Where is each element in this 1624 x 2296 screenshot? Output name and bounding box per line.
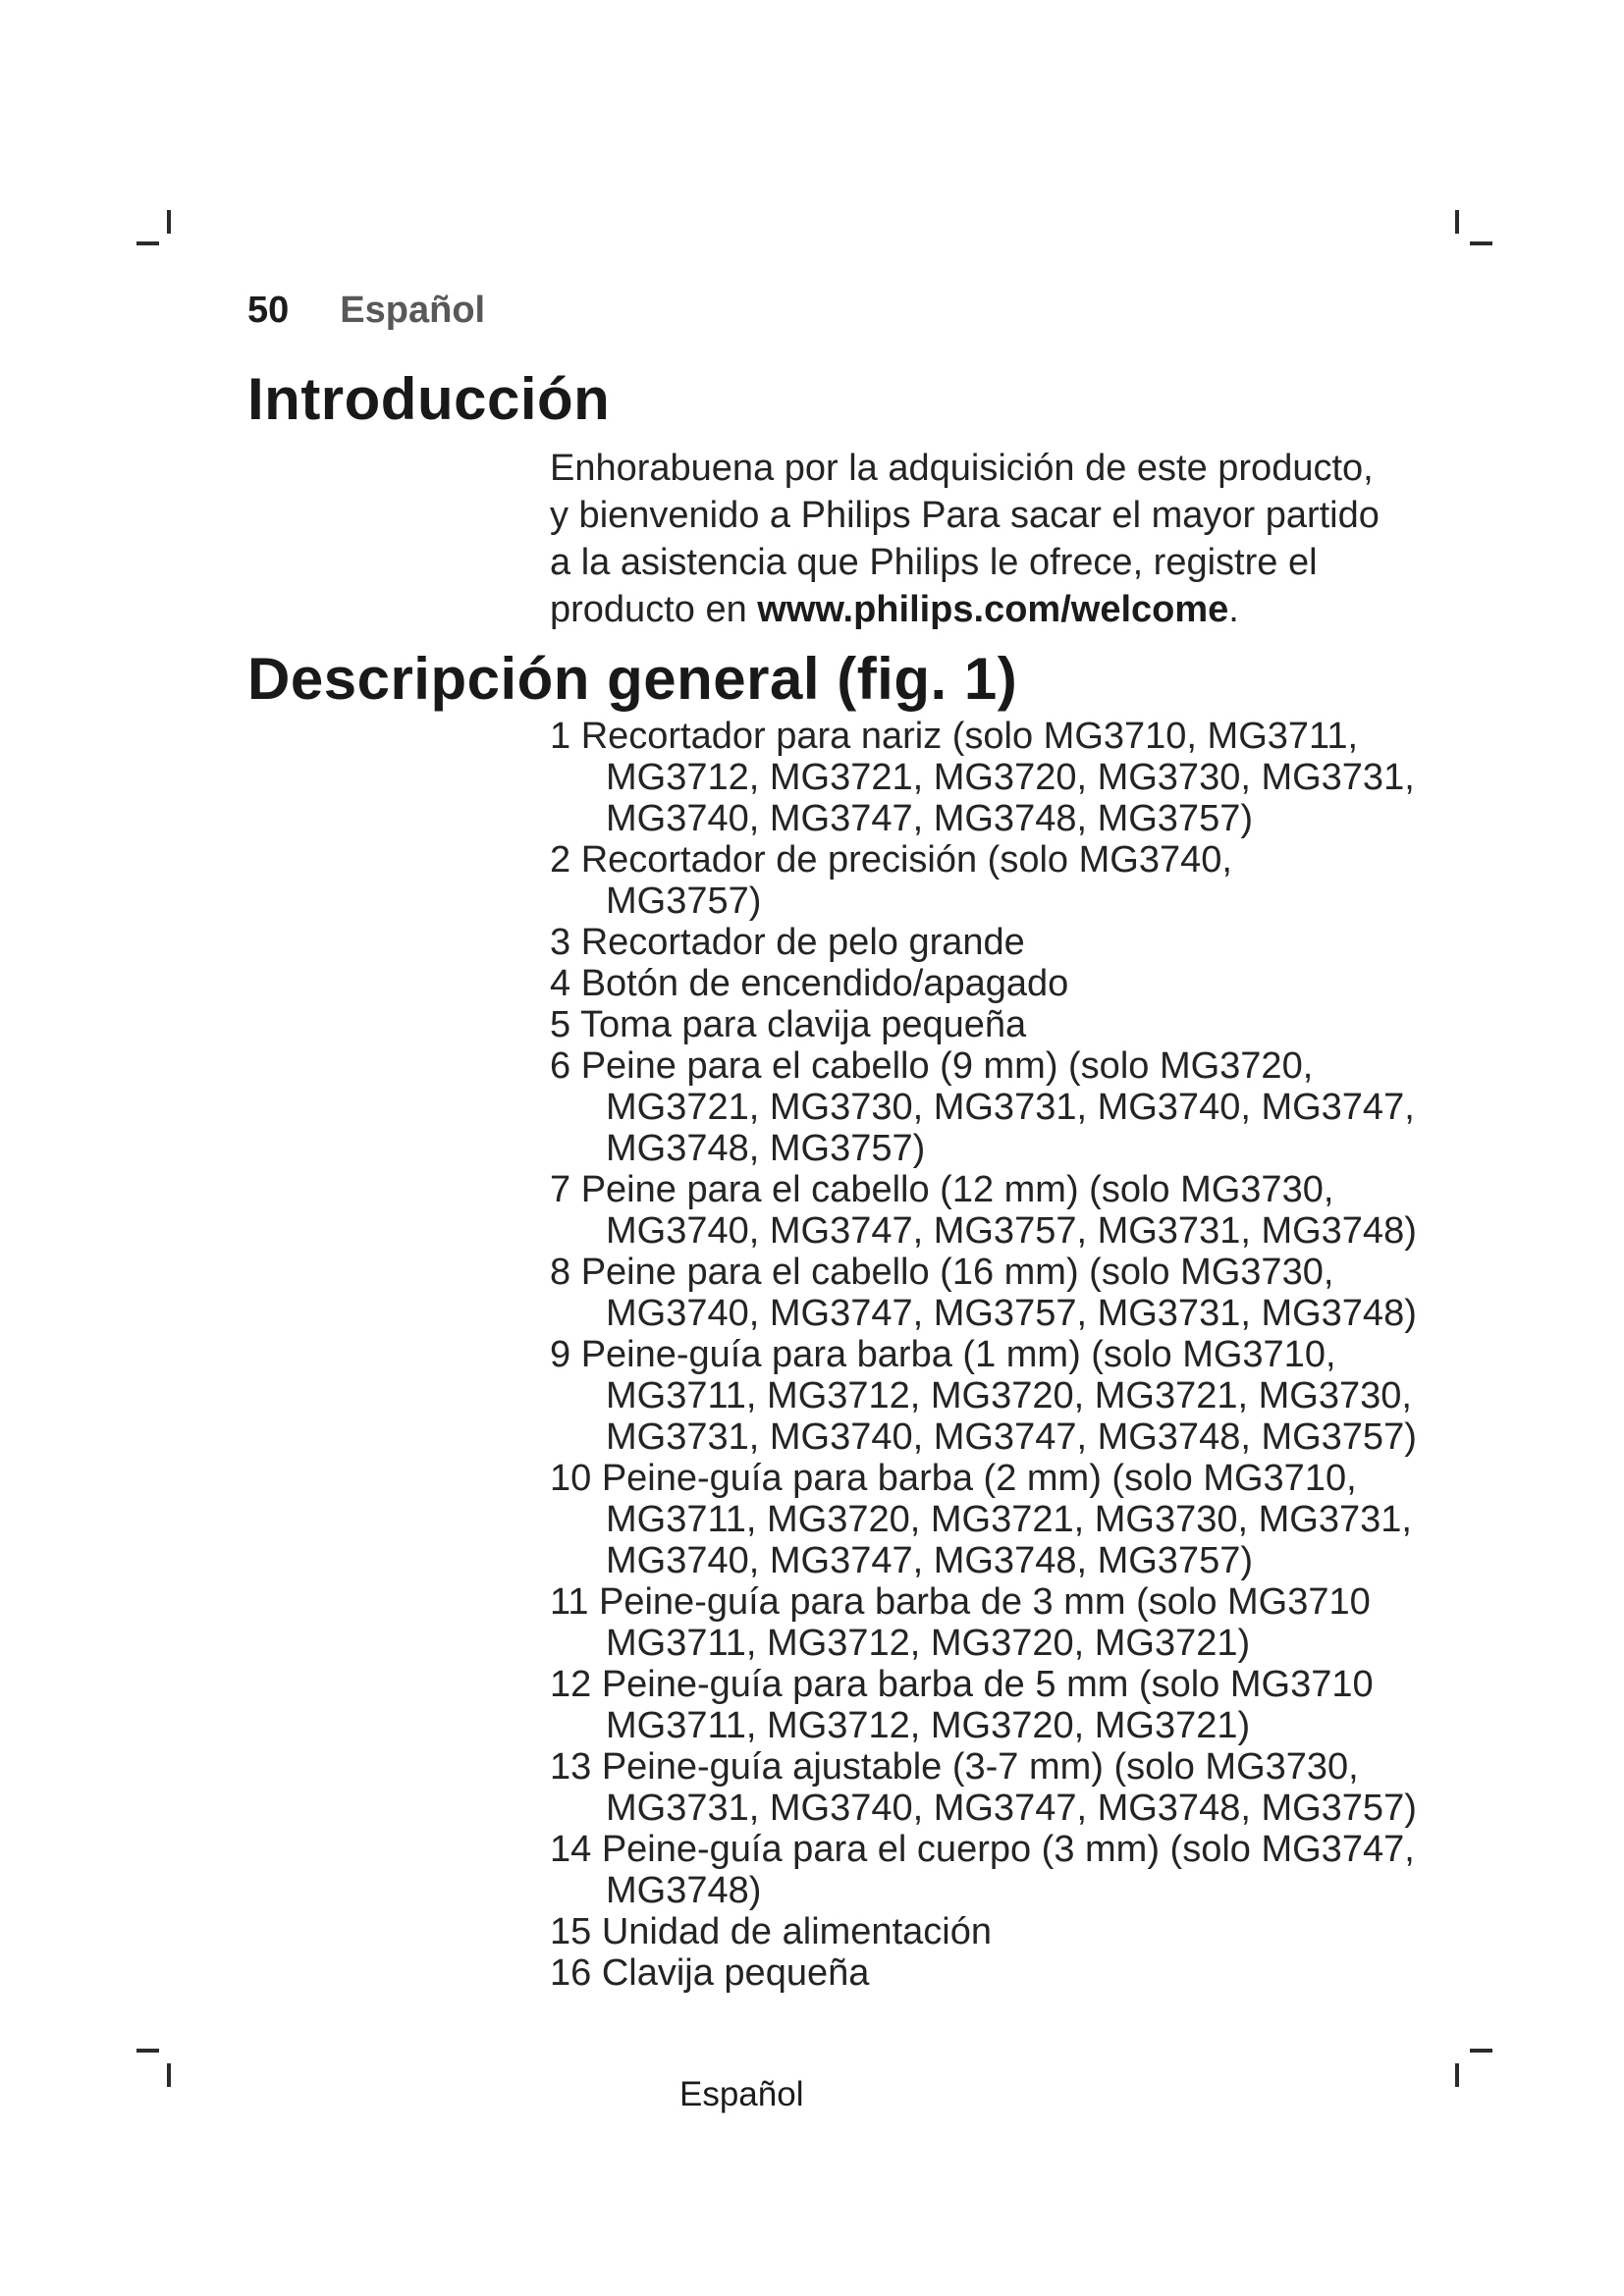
intro-line: [550, 586, 1380, 633]
registration-url: www.philips.com/welcome: [757, 589, 1229, 630]
intro-line-prefix: producto en: [550, 589, 758, 630]
page-number: 50: [247, 290, 290, 331]
list-item-first-line: 1 Recortador para nariz (solo MG3710, MG3711,: [550, 716, 1359, 757]
list-item-line: MG3748, MG3757): [606, 1128, 926, 1169]
list-item: [550, 1252, 1417, 1334]
list-item-line: MG3740, MG3747, MG3757, MG3731, MG3748): [606, 1293, 1417, 1334]
list-item-line: MG3711, MG3712, MG3720, MG3721): [606, 1705, 1251, 1746]
intro-line: a la asistencia que Philips le ofrece, registre el: [550, 542, 1318, 583]
list-item: [550, 922, 1417, 963]
list-item-first-line: 9 Peine-guía para barba (1 mm) (solo MG3710,: [550, 1334, 1336, 1375]
list-item: [550, 1746, 1417, 1829]
list-item-first-line: 2 Recortador de precisión (solo MG3740,: [550, 839, 1232, 881]
list-item-first-line: 13 Peine-guía ajustable (3-7 mm) (solo MG3730,: [550, 1746, 1359, 1788]
list-item-line: MG3740, MG3747, MG3757, MG3731, MG3748): [606, 1210, 1417, 1252]
intro-line: Enhorabuena por la adquisición de este producto,: [550, 448, 1374, 489]
crop-mark-top-right-horizontal: [1470, 241, 1492, 245]
list-item-line: MG3711, MG3712, MG3720, MG3721): [606, 1623, 1251, 1664]
list-item-first-line: 11 Peine-guía para barba de 3 mm (solo MG3710: [550, 1581, 1371, 1623]
list-item-line: MG3731, MG3740, MG3747, MG3748, MG3757): [606, 1416, 1417, 1458]
list-item: [550, 1664, 1417, 1746]
intro-line-suffix: .: [1228, 589, 1239, 630]
list-item: [550, 1334, 1417, 1458]
list-item-first-line: 7 Peine para el cabello (12 mm) (solo MG3730,: [550, 1169, 1334, 1210]
list-item: [550, 1581, 1417, 1664]
list-item: [550, 1829, 1417, 1911]
list-item-line: MG3721, MG3730, MG3731, MG3740, MG3747,: [606, 1087, 1415, 1128]
list-item-first-line: 12 Peine-guía para barba de 5 mm (solo MG3710: [550, 1664, 1374, 1705]
list-item-first-line: 4 Botón de encendido/apagado: [550, 963, 1069, 1004]
crop-mark-bottom-left-vertical: [167, 2063, 171, 2087]
list-item-first-line: 14 Peine-guía para el cuerpo (3 mm) (solo MG3747,: [550, 1829, 1415, 1870]
page-header: [247, 292, 485, 329]
list-item-first-line: 16 Clavija pequeña: [550, 1952, 870, 1994]
parts-list: [550, 716, 1417, 1994]
list-item-line: MG3740, MG3747, MG3748, MG3757): [606, 1540, 1253, 1581]
list-item-line: MG3711, MG3720, MG3721, MG3730, MG3731,: [606, 1499, 1412, 1540]
list-item: [550, 1911, 1417, 1952]
list-item-first-line: 10 Peine-guía para barba (2 mm) (solo MG3710,: [550, 1458, 1357, 1499]
list-item: [550, 1045, 1417, 1169]
intro-line: y bienvenido a Philips Para sacar el mayor partido: [550, 495, 1380, 536]
crop-mark-bottom-right-horizontal: [1470, 2049, 1492, 2053]
list-item-first-line: 5 Toma para clavija pequeña: [550, 1004, 1027, 1045]
list-item: [550, 1169, 1417, 1252]
list-item: [550, 1952, 1417, 1994]
list-item: [550, 1458, 1417, 1581]
list-item-line: MG3748): [606, 1870, 762, 1911]
intro-paragraph: [550, 445, 1380, 633]
page-language-label: Español: [340, 290, 486, 331]
crop-mark-top-right-vertical: [1455, 210, 1459, 234]
intro-heading: Introducción: [247, 366, 611, 432]
list-item-line: MG3711, MG3712, MG3720, MG3721, MG3730,: [606, 1375, 1412, 1416]
description-heading: Descripción general (fig. 1): [247, 646, 1018, 712]
list-item: [550, 716, 1417, 839]
list-item: [550, 963, 1417, 1004]
page-footer: Español: [679, 2075, 804, 2113]
list-item-line: MG3731, MG3740, MG3747, MG3748, MG3757): [606, 1788, 1417, 1829]
list-item-first-line: 8 Peine para el cabello (16 mm) (solo MG3730,: [550, 1252, 1334, 1293]
list-item-line: MG3712, MG3721, MG3720, MG3730, MG3731,: [606, 757, 1415, 798]
list-item: [550, 1004, 1417, 1045]
list-item-first-line: 3 Recortador de pelo grande: [550, 922, 1025, 963]
crop-mark-bottom-right-vertical: [1455, 2063, 1459, 2087]
crop-mark-top-left-vertical: [167, 210, 171, 234]
crop-mark-bottom-left-horizontal: [136, 2049, 159, 2053]
list-item-line: MG3740, MG3747, MG3748, MG3757): [606, 798, 1253, 839]
list-item-line: MG3757): [606, 881, 762, 922]
list-item: [550, 839, 1417, 922]
crop-mark-top-left-horizontal: [136, 241, 159, 245]
list-item-first-line: 15 Unidad de alimentación: [550, 1911, 992, 1952]
list-item-first-line: 6 Peine para el cabello (9 mm) (solo MG3720,: [550, 1045, 1314, 1087]
